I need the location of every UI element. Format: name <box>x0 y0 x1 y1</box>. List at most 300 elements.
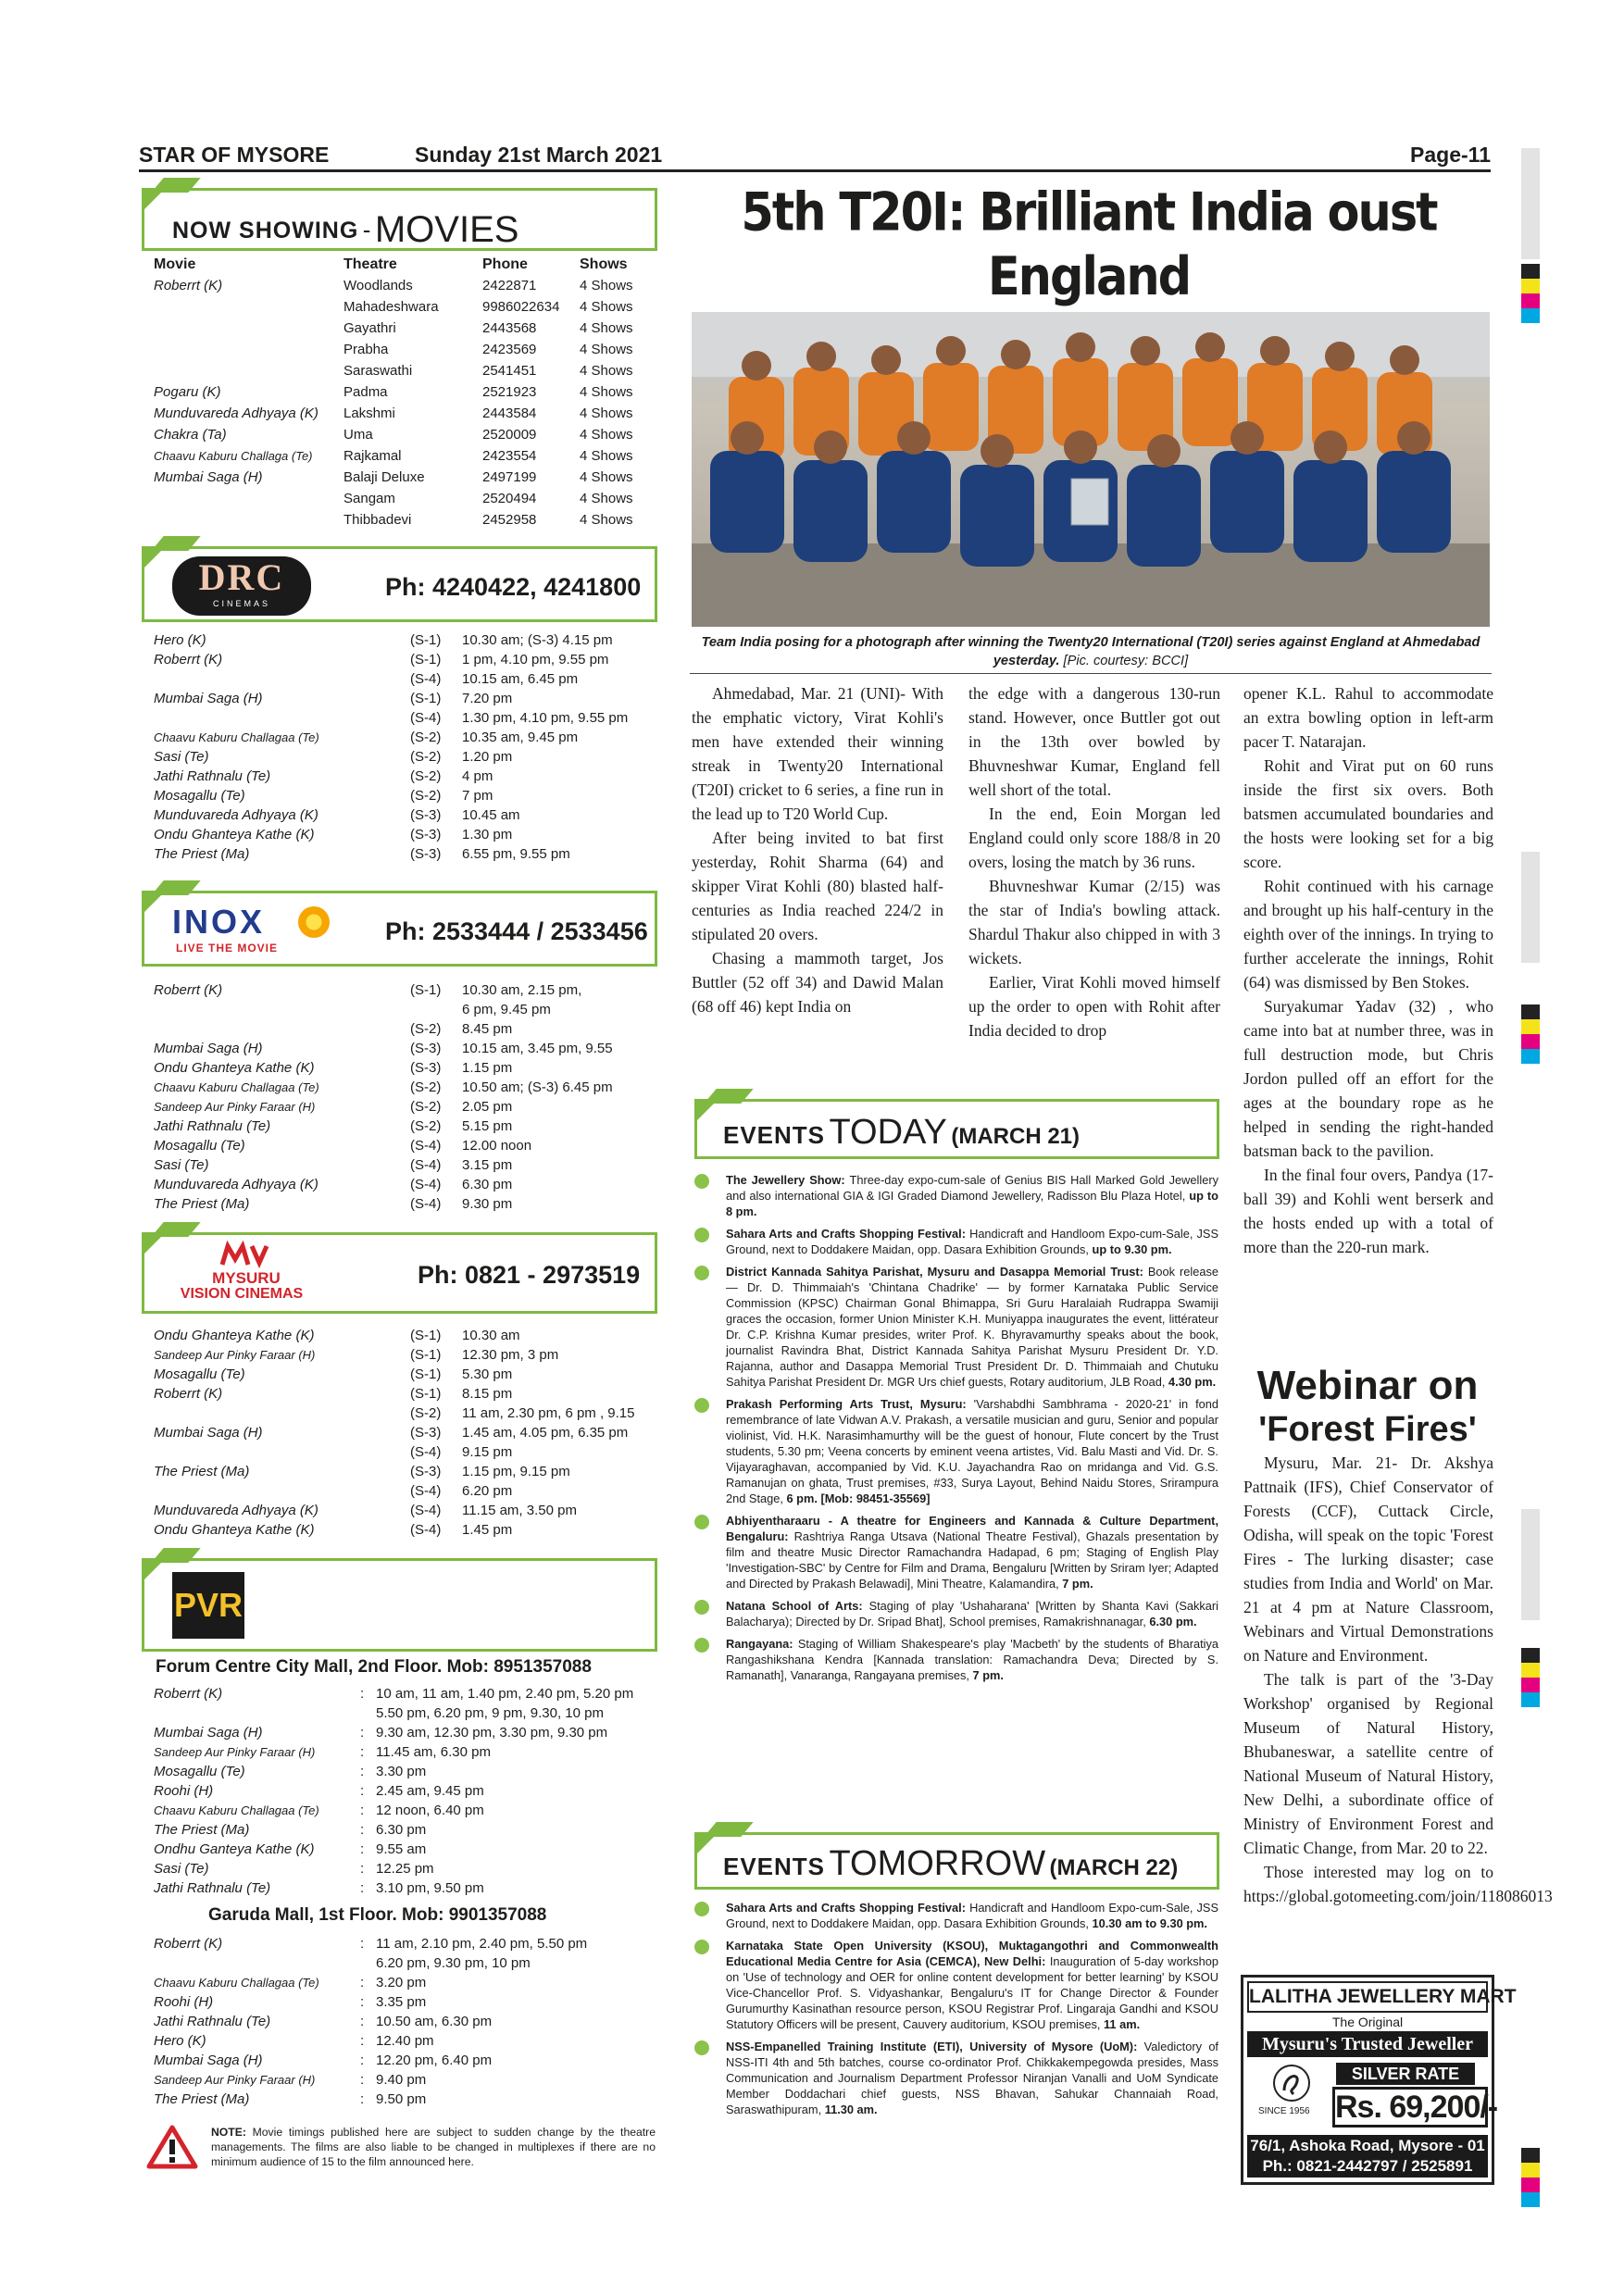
table-row <box>154 1097 658 1117</box>
movie-title: Hero (K) <box>154 632 206 648</box>
movie-title: Ondu Ghanteya Kathe (K) <box>154 1328 315 1343</box>
masthead <box>139 139 1491 172</box>
show-timings: 1.30 pm <box>462 827 513 842</box>
show-timings: 9.55 am <box>376 1841 427 1857</box>
bullet-icon <box>694 1398 709 1413</box>
show-timings: 9.40 pm <box>376 2072 427 2088</box>
show-timings: 11 am, 2.10 pm, 2.40 pm, 5.50 pm <box>376 1936 588 1952</box>
show-timings: 12.30 pm, 3 pm <box>462 1347 559 1363</box>
inox-phone: Ph: 2533444 / 2533456 <box>385 917 648 945</box>
event-description: Handicraft and Handloom Expo-cum-Sale, JSS Ground, next to Doddakere Maidan, opp. Dasara Exhibition Grounds, <box>726 1227 1219 1256</box>
column-header: Shows <box>580 256 628 272</box>
movie-title: Sandeep Aur Pinky Faraar (H) <box>154 2073 316 2087</box>
caption-rule <box>690 673 1492 674</box>
inox-logo <box>172 903 330 958</box>
show-timings: 9.30 pm <box>462 1196 513 1212</box>
show-timings: 2.05 pm <box>462 1099 513 1115</box>
table-row <box>154 805 658 825</box>
table-row <box>154 1019 658 1039</box>
table-row <box>154 747 658 767</box>
inox-header <box>142 891 657 967</box>
event-item <box>693 2039 1218 2117</box>
photo-caption-text: Team India posing for a photograph after winning the Twenty20 International (T20I) series against England at Ahmedabad yesterday. <box>701 635 1480 668</box>
photo-courtesy: [Pic. courtesy: BCCI] <box>1063 654 1189 668</box>
movie-title: Roohi (H) <box>154 1783 214 1799</box>
table-row <box>154 1404 658 1423</box>
separator: : <box>360 2091 365 2107</box>
movie-title: Chaavu Kaburu Challagaa (Te) <box>154 1803 319 1817</box>
screen-number: (S-3) <box>410 1464 442 1479</box>
article-paragraph: Those interested may log on to https://global.gotomeeting.com/join/118086013 <box>1243 1863 1553 1905</box>
mysuru-logo-top: MYSURU <box>212 1269 281 1287</box>
article-paragraph: In the end, Eoin Morgan led England could only score 188/8 in 20 overs, losing the match by 36 runs. <box>968 805 1220 871</box>
movie-title: Ondu Ghanteya Kathe (K) <box>154 827 315 842</box>
show-timings: 12.40 pm <box>376 2033 434 2049</box>
event-time: 7 pm. <box>972 1668 1004 1682</box>
screen-number: (S-4) <box>410 1503 442 1518</box>
show-count: 4 Shows <box>580 342 633 357</box>
table-row <box>154 1136 658 1155</box>
movie-title: Roberrt (K) <box>154 1386 223 1402</box>
ad-address: 76/1, Ashoka Road, Mysore - 01 <box>1250 2137 1485 2154</box>
show-count: 4 Shows <box>580 512 633 528</box>
show-timings: 8.15 pm <box>462 1386 513 1402</box>
table-row <box>154 1155 658 1175</box>
theatre-phone: 2452958 <box>482 512 537 528</box>
movie-title: Mumbai Saga (H) <box>154 691 263 706</box>
theatre-name: Gayathri <box>344 320 396 336</box>
event-title: Natana School of Arts: <box>726 1599 869 1613</box>
show-timings: 4 pm <box>462 768 493 784</box>
movie-title: The Priest (Ma) <box>154 1196 250 1212</box>
article-paragraph: In the final four overs, Pandya (17-ball 39) and Kohli went berserk and the hosts ended up with a total of more than the 220-run mark. <box>1243 1166 1493 1256</box>
show-timings: 9.15 pm <box>462 1444 513 1460</box>
theatre-name: Balaji Deluxe <box>344 469 425 485</box>
table-row <box>154 2070 658 2090</box>
show-timings: 6.30 pm <box>462 1177 513 1192</box>
event-description: Staging of play 'Ushaharana' [Written by Shanta Kavi (Sakkari Balacharya); Directed by Dr. Sripad Bhat], School premises, Ramakrishnanagar, <box>726 1599 1218 1628</box>
movie-title: Sasi (Te) <box>154 1861 209 1877</box>
article-paragraph: the edge with a dangerous 130-run stand. However, once Buttler got out in the 13th over bowled by Bhuvneshwar Kumar, England fell well short of the total. <box>968 684 1220 799</box>
column-header: Movie <box>154 256 196 272</box>
show-timings: 7.20 pm <box>462 691 513 706</box>
event-description: Inauguration of 5-day workshop on 'Use of technology and OER for online content development for better learning' by KSOU Vice-Chancellor Prof. S. Vidyashankar, Bengaluru's IT for Change Director & Founder Gurumurthy Kasinathan resource person, KSOU Registrar Prof. Lingaraja Gandhi and KSOU Statutory Officers will be present, Cauvery auditorium, KSOU premises, <box>726 1954 1218 2031</box>
table-row <box>154 1365 658 1384</box>
show-timings: 9.50 pm <box>376 2091 427 2107</box>
table-row <box>154 689 658 708</box>
article-paragraph: The talk is part of the '3-Day Workshop' organised by Regional Museum of Natural History, Bhubaneswar, a satellite centre of National Museum of Natural History, New Delhi, a subordinate office of Ministry of Environment Forest and Climatic Change, from Mar. 20 to 22. <box>1243 1670 1493 1857</box>
show-timings: 7 pm <box>462 788 493 804</box>
separator: : <box>360 1861 365 1877</box>
webinar-title <box>1241 1363 1494 1450</box>
article-paragraph: Bhuvneshwar Kumar (2/15) was the star of India's bowling attack. Shardul Thakur also chipped in with 3 wickets. <box>968 877 1220 967</box>
drc-header <box>142 546 657 622</box>
table-row <box>154 1520 658 1540</box>
article-paragraph: Chasing a mammoth target, Jos Buttler (52 off 34) and Dawid Malan (68 off 46) kept India on <box>692 949 943 1016</box>
movie-title: Munduvareda Adhyaya (K) <box>154 1503 319 1518</box>
table-row <box>154 382 658 404</box>
table-row <box>154 708 658 728</box>
movie-title: Roberrt (K) <box>154 278 223 293</box>
show-count: 4 Shows <box>580 406 633 421</box>
table-row <box>154 786 658 805</box>
show-count: 4 Shows <box>580 469 633 485</box>
theatre-name: Lakshmi <box>344 406 395 421</box>
table-row <box>154 2031 658 2051</box>
page-number: Page-11 <box>1410 143 1491 167</box>
show-timings: 10.15 am, 6.45 pm <box>462 671 579 687</box>
separator: : <box>360 1725 365 1741</box>
movie-title: Mosagallu (Te) <box>154 1764 245 1779</box>
show-timings: 3.35 pm <box>376 1994 427 2010</box>
show-count: 4 Shows <box>580 384 633 400</box>
movie-title: Jathi Rathnalu (Te) <box>154 1118 271 1134</box>
show-count: 4 Shows <box>580 278 633 293</box>
show-timings: 3.15 pm <box>462 1157 513 1173</box>
garuda-table <box>154 1934 658 2109</box>
separator: : <box>360 1841 365 1857</box>
movie-title: Mumbai Saga (H) <box>154 469 263 485</box>
theatre-phone: 2422871 <box>482 278 537 293</box>
table-row <box>154 630 658 650</box>
separator: : <box>360 2014 365 2029</box>
theatre-name: Mahadeshwara <box>344 299 439 315</box>
event-item <box>693 1396 1218 1506</box>
event-title: Sahara Arts and Crafts Shopping Festival: <box>726 1227 970 1241</box>
movie-title: Ondhu Ganteya Kathe (K) <box>154 1841 315 1857</box>
show-timings: 12.00 noon <box>462 1138 532 1154</box>
show-count: 4 Shows <box>580 299 633 315</box>
article-column-1 <box>692 681 943 1018</box>
screen-number: (S-3) <box>410 1425 442 1441</box>
theatre-phone: 2520009 <box>482 427 537 443</box>
event-title: Rangayana: <box>726 1637 798 1651</box>
screen-number: (S-4) <box>410 1157 442 1173</box>
show-count: 4 Shows <box>580 320 633 336</box>
tomorrow-date: (MARCH 22) <box>1049 1855 1179 1880</box>
movie-title: The Priest (Ma) <box>154 846 250 862</box>
table-row <box>154 1742 658 1762</box>
table-row <box>154 1878 658 1898</box>
article-paragraph: Rohit continued with his carnage and brought up his half-century in the eighth over of the innings. In trying to further accelerate the innings, Rohit (64) was dismissed by Ben Stokes. <box>1243 877 1493 992</box>
team-photo-illustration <box>692 312 1490 627</box>
movie-title: Jathi Rathnalu (Te) <box>154 1880 271 1896</box>
movie-title: Munduvareda Adhyaya (K) <box>154 807 319 823</box>
event-time: 11.30 am. <box>824 2103 878 2116</box>
now-showing-table <box>154 255 658 531</box>
show-timings: 11 am, 2.30 pm, 6 pm , 9.15 <box>462 1405 635 1421</box>
movie-title: The Priest (Ma) <box>154 1464 250 1479</box>
table-row <box>154 1117 658 1136</box>
theatre-name: Rajkamal <box>344 448 402 464</box>
screen-number: (S-4) <box>410 1444 442 1460</box>
screen-number: (S-4) <box>410 1138 442 1154</box>
table-row <box>154 1058 658 1078</box>
theatre-phone: 2520494 <box>482 491 537 506</box>
table-row <box>154 1175 658 1194</box>
separator: : <box>360 1744 365 1760</box>
movie-title: Sasi (Te) <box>154 749 209 765</box>
separator: : <box>360 1880 365 1896</box>
movie-title: Roberrt (K) <box>154 652 223 668</box>
show-count: 4 Shows <box>580 448 633 464</box>
screen-number: (S-2) <box>410 749 442 765</box>
screen-number: (S-3) <box>410 1041 442 1056</box>
bullet-icon <box>694 1638 709 1653</box>
table-row <box>154 1501 658 1520</box>
movie-title: Sandeep Aur Pinky Faraar (H) <box>154 1100 316 1114</box>
event-item <box>693 1513 1218 1591</box>
event-title: District Kannada Sahitya Parishat, Mysuru and Dasappa Memorial Trust: <box>726 1265 1148 1279</box>
show-timings: 6 pm, 9.45 pm <box>462 1002 551 1017</box>
movie-title: Sandeep Aur Pinky Faraar (H) <box>154 1348 316 1362</box>
table-row <box>154 446 658 468</box>
separator: : <box>360 1764 365 1779</box>
screen-number: (S-1) <box>410 1386 442 1402</box>
movie-title: The Priest (Ma) <box>154 2091 250 2107</box>
table-row <box>154 1078 658 1097</box>
event-time: 10.30 am to 9.30 pm. <box>1092 1916 1207 1930</box>
bullet-icon <box>694 1940 709 1954</box>
movie-title: Mosagallu (Te) <box>154 788 245 804</box>
show-count: 4 Shows <box>580 491 633 506</box>
article-paragraph: After being invited to bat first yesterday, Rohit Sharma (64) and skipper Virat Kohli (80) blasted half-centuries as India reached 224/2 in stipulated 20 overs. <box>692 829 943 943</box>
inox-logo-sub: LIVE THE MOVIE <box>176 942 279 955</box>
table-row <box>154 361 658 382</box>
screen-number: (S-4) <box>410 1483 442 1499</box>
issue-date: Sunday 21st March 2021 <box>415 143 663 167</box>
events-today-list <box>693 1172 1218 1690</box>
table-row <box>154 825 658 844</box>
event-description: Handicraft and Handloom Expo-cum-Sale, JSS Ground, next to Doddakere Maidan, opp. Dasara Exhibition Grounds, <box>726 1901 1219 1930</box>
show-timings: 12 noon, 6.40 pm <box>376 1803 484 1818</box>
table-row <box>154 404 658 425</box>
movie-title: Mosagallu (Te) <box>154 1366 245 1382</box>
forum-table <box>154 1684 658 1898</box>
theatre-phone: 2497199 <box>482 469 537 485</box>
show-timings: 10.30 am <box>462 1328 520 1343</box>
sun-icon <box>298 906 330 938</box>
show-timings: 2.45 am, 9.45 pm <box>376 1783 484 1799</box>
table-row <box>154 767 658 786</box>
show-timings: 1.15 pm <box>462 1060 513 1076</box>
table-row <box>154 425 658 446</box>
events-tomorrow-list <box>693 1900 1218 2124</box>
webinar-title-line1: Webinar on <box>1256 1363 1479 1408</box>
movie-title: Roohi (H) <box>154 1994 214 2010</box>
screen-number: (S-2) <box>410 1021 442 1037</box>
show-timings: 11.15 am, 3.50 pm <box>462 1503 577 1518</box>
show-timings: 1.15 pm, 9.15 pm <box>462 1464 570 1479</box>
movie-title: Roberrt (K) <box>154 1936 223 1952</box>
movie-title: Roberrt (K) <box>154 1686 223 1702</box>
table-row <box>154 510 658 531</box>
drc-phone: Ph: 4240422, 4241800 <box>385 573 642 601</box>
events-label: EVENTS <box>723 1853 826 1880</box>
event-item <box>693 1636 1218 1683</box>
show-timings: 11.45 am, 6.30 pm <box>376 1744 491 1760</box>
screen-number: (S-1) <box>410 1347 442 1363</box>
table-row <box>154 1423 658 1442</box>
event-time: up to 8 pm. <box>726 1189 1218 1218</box>
event-description: Three-day expo-cum-sale of Genius BIS Hall Marked Gold Jewellery and also international GIA & IGI Graded Diamond Jewellery, Radisson Blu Plaza Hotel, <box>726 1173 1218 1203</box>
screen-number: (S-3) <box>410 807 442 823</box>
theatre-name: Sangam <box>344 491 395 506</box>
jewellery-logo-icon <box>1271 2063 1312 2103</box>
bullet-icon <box>694 1515 709 1529</box>
show-timings: 3.30 pm <box>376 1764 427 1779</box>
table-row <box>154 1723 658 1742</box>
table-row <box>154 340 658 361</box>
screen-number: (S-4) <box>410 710 442 726</box>
event-description: Staging of William Shakespeare's play 'Macbeth' by the students of Bharatiya Rangashikshana Kendra [Kannada translation: Ramachandra Deva; Directed by S. Ramanath], Vanaranga, Rangayana premises, <box>726 1637 1218 1682</box>
event-item <box>693 1226 1218 1257</box>
screen-number: (S-1) <box>410 1366 442 1382</box>
movie-title: Ondu Ghanteya Kathe (K) <box>154 1522 315 1538</box>
separator: : <box>360 1994 365 2010</box>
forum-heading: Forum Centre City Mall, 2nd Floor. Mob: 8951357088 <box>156 1657 592 1677</box>
movie-title: Munduvareda Adhyaya (K) <box>154 406 319 421</box>
table-row <box>154 1442 658 1462</box>
show-timings: 10.50 am, 6.30 pm <box>376 2014 493 2029</box>
movie-title: Ondu Ghanteya Kathe (K) <box>154 1060 315 1076</box>
garuda-heading: Garuda Mall, 1st Floor. Mob: 9901357088 <box>208 1905 547 1925</box>
separator: : <box>360 2072 365 2088</box>
movie-title: Chaavu Kaburu Challagaa (Te) <box>154 1080 319 1094</box>
event-description: Book release — Dr. D. Thimmaiah's 'Chintana Chadrike' — by former Karnataka Public Service Commission (KPSC) Chairman Gonal Bhimappa, Sri Guru Haralaiah Rudrappa Swamiji graces the occasion, former Union Minister K.H. Muniyappa inaugurates the event, littérateur Dr. C.P. Krishna Kumar presides, writer Prof. K. Bhyravamurthy speaks about the book, journalist Ravindra Bhat, District Kannada Sahitya Parishat Mysuru President Dr. Y.D. Rajanna, author and Dasappa Memorial Trust President Dr. D. Thimmaiah and Chutuku Sahitya Parishat President Dr. MGR Urs chief guests, Rotary auditorium, JLB Road, <box>726 1265 1218 1389</box>
theatre-phone: 2423569 <box>482 342 537 357</box>
table-row <box>154 1481 658 1501</box>
drc-logo-text: DRC <box>198 556 285 598</box>
movie-title: Hero (K) <box>154 2033 206 2049</box>
event-time: 7 pm. <box>1062 1577 1093 1591</box>
column-header: Phone <box>482 256 528 272</box>
separator: : <box>360 1975 365 1990</box>
table-row <box>154 1703 658 1723</box>
screen-number: (S-1) <box>410 691 442 706</box>
show-count: 4 Shows <box>580 427 633 443</box>
movie-title: Mumbai Saga (H) <box>154 1041 263 1056</box>
table-row <box>154 1840 658 1859</box>
movie-title: The Priest (Ma) <box>154 1822 250 1838</box>
pvr-header <box>142 1558 657 1652</box>
screen-number: (S-2) <box>410 730 442 745</box>
show-timings: 12.20 pm, 6.40 pm <box>376 2053 493 2068</box>
table-row <box>154 980 658 1000</box>
events-label: EVENTS <box>723 1121 826 1149</box>
screen-number: (S-2) <box>410 1405 442 1421</box>
separator: : <box>360 1936 365 1952</box>
table-row <box>154 1801 658 1820</box>
table-row <box>154 1462 658 1481</box>
screen-number: (S-2) <box>410 1099 442 1115</box>
mysuru-phone: Ph: 0821 - 2973519 <box>418 1261 641 1289</box>
article-paragraph: Ahmedabad, Mar. 21 (UNI)- With the emphatic victory, Virat Kohli's men have extended their winning streak in Twenty20 International (T20I) cricket to 6 series, a fine run in the lead up to T20 World Cup. <box>692 684 943 823</box>
movie-title: Chaavu Kaburu Challagaa (Te) <box>154 730 319 744</box>
event-time: 6 pm. [Mob: 98451-35569] <box>786 1491 931 1505</box>
table-header <box>154 255 658 276</box>
screen-number: (S-1) <box>410 982 442 998</box>
screen-number: (S-2) <box>410 1079 442 1095</box>
registration-strip <box>1521 148 1540 2277</box>
theatre-phone: 2423554 <box>482 448 537 464</box>
show-count: 4 Shows <box>580 363 633 379</box>
now-showing-label: NOW SHOWING <box>172 218 359 243</box>
movie-title: Mumbai Saga (H) <box>154 1725 263 1741</box>
webinar-body <box>1243 1451 1553 1908</box>
table-row <box>154 468 658 489</box>
movie-title: Munduvareda Adhyaya (K) <box>154 1177 319 1192</box>
separator: : <box>360 1783 365 1799</box>
article-paragraph: Suryakumar Yadav (32) , who came into bat at number three, was in full destruction mode, but Chris Jordon pulled off an effort for the ages at the boundary rope as he helped in sending the right-handed batsman back to the pavilion. <box>1243 997 1493 1160</box>
show-timings: 5.50 pm, 6.20 pm, 9 pm, 9.30, 10 pm <box>376 1705 604 1721</box>
inox-logo-text: INOX <box>172 903 266 941</box>
show-timings: 6.55 pm, 9.55 pm <box>462 846 570 862</box>
ad-phone: Ph.: 0821-2442797 / 2525891 <box>1262 2157 1473 2175</box>
table-row <box>154 2090 658 2109</box>
show-timings: 10.35 am, 9.45 pm <box>462 730 579 745</box>
pvr-logo: PVR <box>172 1572 244 1639</box>
article-column-3 <box>1243 681 1493 1259</box>
movie-title: Jathi Rathnalu (Te) <box>154 768 271 784</box>
event-description: 'Varshabdhi Sambhrama - 2020-21' in fond remembrance of late Vidwan A.V. Prakash, a versatile musician and guru, Senior and popular violinist, Vid. H.K. Narasimhamurthy will be the guest of honour, Flute concert by the Trust students, 5.30 pm; Veena concerts by eminent veena artistes, Vid. Balu Masti and Vid. Dr. S. Vijayaraghavan, accompanied by Vid. K.U. Jayachandra Rao on mridanga and Vid. G.S. Ramanujan on ghata, Trust premises, #33, Surya Layout, Behind Naidu Stores, Srirampura 2nd Stage, <box>726 1397 1219 1505</box>
warning-icon <box>146 2125 198 2169</box>
screen-number: (S-4) <box>410 671 442 687</box>
team-photo <box>692 312 1490 627</box>
event-time: up to 9.30 pm. <box>1092 1242 1172 1256</box>
bullet-icon <box>694 1600 709 1615</box>
note-box <box>146 2125 660 2171</box>
column-header: Theatre <box>344 256 397 272</box>
screen-number: (S-4) <box>410 1196 442 1212</box>
ad-tag: The Original <box>1331 2015 1404 2029</box>
table-row <box>154 1781 658 1801</box>
ad-slogan: Mysuru's Trusted Jeweller <box>1247 2031 1488 2057</box>
events-tomorrow-header <box>694 1832 1219 1890</box>
show-timings: 9.30 am, 12.30 pm, 3.30 pm, 9.30 pm <box>376 1725 608 1741</box>
show-timings: 1.20 pm <box>462 749 513 765</box>
screen-number: (S-1) <box>410 652 442 668</box>
table-row <box>154 318 658 340</box>
movie-title: Chaavu Kaburu Challagaa (Te) <box>154 1976 319 1990</box>
movie-title: Chaavu Kaburu Challaga (Te) <box>154 449 313 463</box>
headline-line1: 5th T20I: Brilliant India oust England <box>741 182 1437 308</box>
mysuru-logo-bottom: VISION CINEMAS <box>180 1286 304 1302</box>
today-date: (MARCH 21) <box>951 1124 1081 1149</box>
event-description: Rashtriya Ranga Utsava (National Theatre Festival), Ghazals presentation by film and theatre Music Director Ramachandra Hadapad, 6 pm; Staging of English Play 'Investigation-SBC' by Centre for Film and Drama, Bengaluru [Written by Sriram Iyer; Adapted and Directed by Prakash Belawadi], Mini Theatre, Kalamandira, <box>726 1529 1218 1591</box>
show-timings: 10 am, 11 am, 1.40 pm, 2.40 pm, 5.20 pm <box>376 1686 634 1702</box>
show-timings: 1.45 am, 4.05 pm, 6.35 pm <box>462 1425 629 1441</box>
theatre-name: Saraswathi <box>344 363 413 379</box>
movie-title: Sasi (Te) <box>154 1157 209 1173</box>
theatre-name: Prabha <box>344 342 389 357</box>
table-row <box>154 2051 658 2070</box>
table-row <box>154 1973 658 1992</box>
table-row <box>154 297 658 318</box>
event-time: 4.30 pm. <box>1168 1375 1217 1389</box>
article-paragraph: Earlier, Virat Kohli moved himself up the order to open with Rohit after India decided to drop <box>968 973 1220 1040</box>
article-paragraph: Rohit and Virat put on 60 runs inside the first six overs. Both batsmen accumulated boundaries and the hosts were looking set for a big score. <box>1243 756 1493 871</box>
event-title: NSS-Empanelled Training Institute (ETI), University of Mysore (UoM): <box>726 2040 1144 2053</box>
events-today-header <box>694 1099 1219 1159</box>
event-item <box>693 1172 1218 1219</box>
bullet-icon <box>694 2040 709 2055</box>
table-row <box>154 1384 658 1404</box>
table-row <box>154 1820 658 1840</box>
screen-number: (S-2) <box>410 1118 442 1134</box>
table-row <box>154 1762 658 1781</box>
movie-title: Mosagallu (Te) <box>154 1138 245 1154</box>
